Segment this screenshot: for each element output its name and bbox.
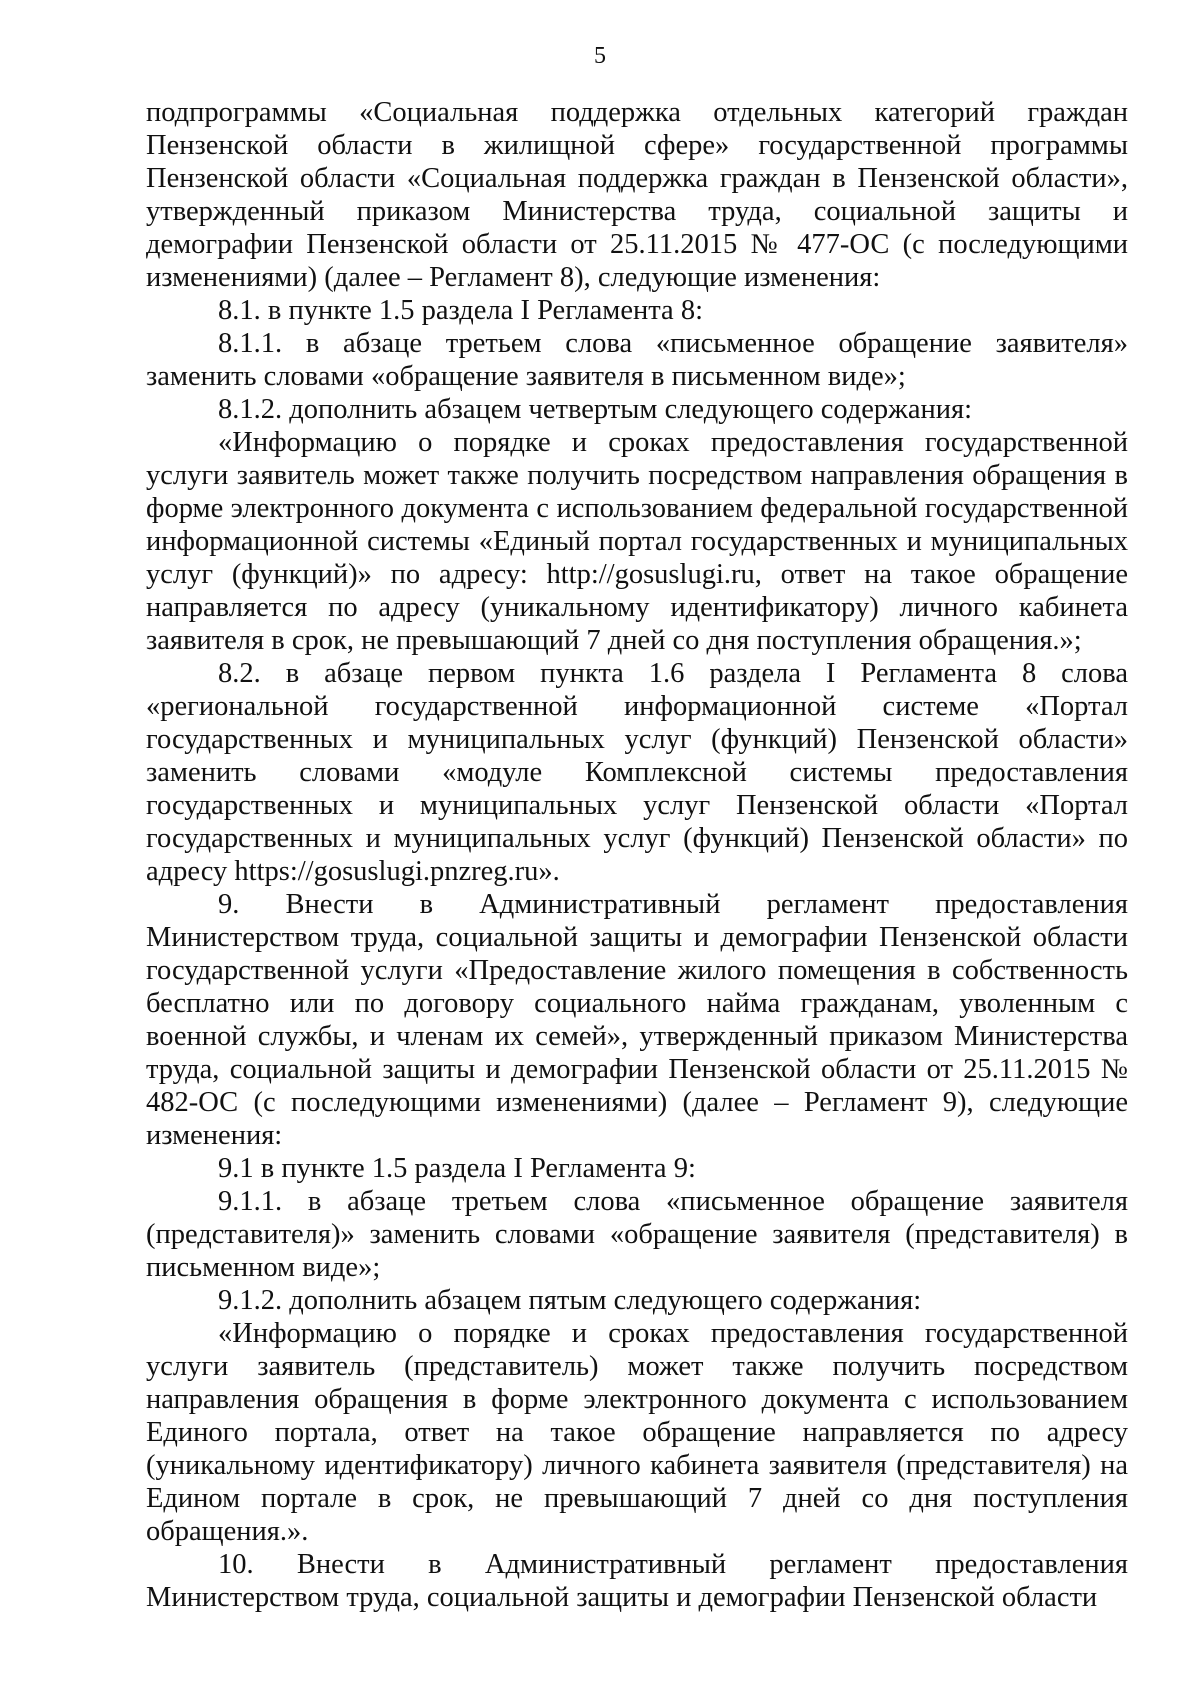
paragraph-8-1: 8.1. в пункте 1.5 раздела I Регламента 8: — [218, 295, 703, 326]
paragraph-9-1-2: 9.1.2. дополнить абзацем пятым следующего содержания: — [218, 1285, 922, 1316]
paragraph-regulation-8-intro: подпрограммы «Социальная поддержка отдельных категорий граждан Пензенской области в жилищной сфере» государственной программы Пензенской области «Социальная поддержка граждан в Пензенской области», утвержденный приказом Министерства труда, социальной защиты и демографии Пензенской области от 25.11.2015 № 477-ОС (с последующими изменениями) (далее – Регламент 8), следующие изменения: — [146, 97, 1128, 293]
paragraph-9-1: 9.1 в пункте 1.5 раздела I Регламента 9: — [218, 1153, 696, 1184]
paragraph-8-1-1: 8.1.1. в абзаце третьем слова «письменное обращение заявителя» заменить словами «обращение заявителя в письменном виде»; — [146, 328, 1128, 392]
paragraph-9-1-2-quote: «Информацию о порядке и сроках предоставления государственной услуги заявитель (представитель) может также получить посредством направления обращения в форме электронного документа с использованием Единого портала, ответ на такое обращение направляется по адресу (уникальному идентификатору) личного кабинета заявителя (представителя) на Едином портале в срок, не превышающий 7 дней со дня поступления обращения.». — [146, 1318, 1128, 1547]
paragraph-8-2: 8.2. в абзаце первом пункта 1.6 раздела I Регламента 8 слова «региональной государственной информационной системе «Портал государственных и муниципальных услуг (функций) Пензенской области» заменить словами «модуле Комплексной системы предоставления государственных и муниципальных услуг Пензенской области «Портал государственных и муниципальных услуг (функций) Пензенской области» по адресу https://gosuslugi.pnzreg.ru». — [146, 658, 1128, 887]
paragraph-10: 10. Внести в Административный регламент предоставления Министерством труда, социальной защиты и демографии Пензенской области — [146, 1549, 1128, 1613]
document-body — [146, 96, 1128, 1614]
paragraph-9-1-1: 9.1.1. в абзаце третьем слова «письменное обращение заявителя (представителя)» заменить словами «обращение заявителя (представителя) в письменном виде»; — [146, 1186, 1128, 1283]
paragraph-8-1-2: 8.1.2. дополнить абзацем четвертым следующего содержания: — [218, 394, 973, 425]
paragraph-8-1-2-quote: «Информацию о порядке и сроках предоставления государственной услуги заявитель может также получить посредством направления обращения в форме электронного документа с использованием федеральной государственной информационной системы «Единый портал государственных и муниципальных услуг (функций)» по адресу: http://gosuslugi.ru, ответ на такое обращение направляется по адресу (уникальному идентификатору) личного кабинета заявителя в срок, не превышающий 7 дней со дня поступления обращения.»; — [146, 427, 1128, 656]
page-number: 5 — [594, 43, 606, 69]
paragraph-9: 9. Внести в Административный регламент предоставления Министерством труда, социальной защиты и демографии Пензенской области государственной услуги «Предоставление жилого помещения в собственность бесплатно или по договору социального найма гражданам, уволенным с военной службы, и членам их семей», утвержденный приказом Министерства труда, социальной защиты и демографии Пензенской области от 25.11.2015 № 482-ОС (с последующими изменениями) (далее – Регламент 9), следующие изменения: — [146, 889, 1128, 1151]
